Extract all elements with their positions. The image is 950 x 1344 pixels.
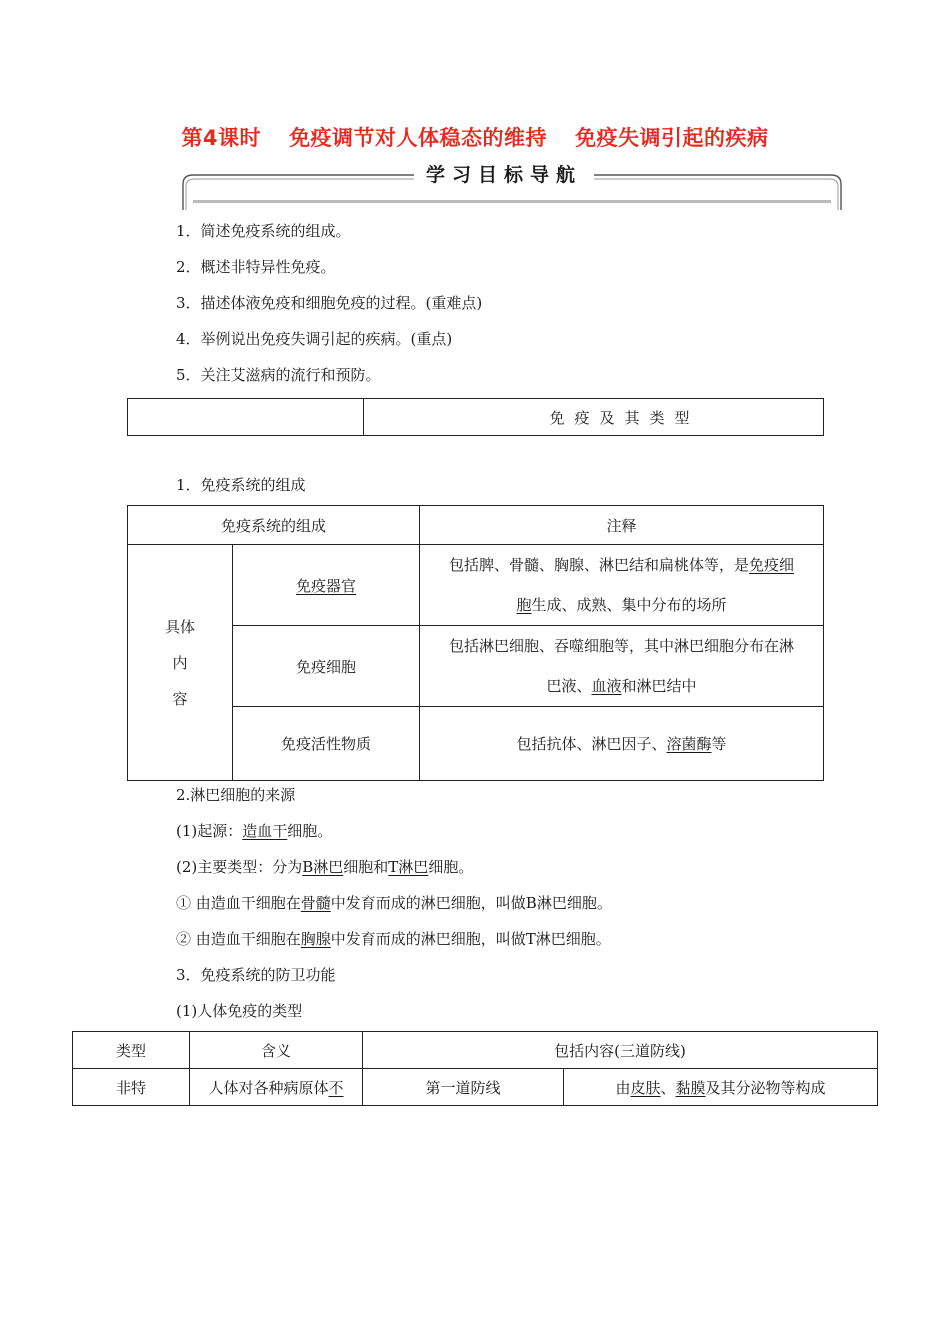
text: ② 由造血干细胞在 [176, 930, 301, 948]
table1-row-name [233, 545, 420, 626]
lesson-number: 第4课时 [181, 126, 262, 150]
text: (2)主要类型：分为 [176, 858, 303, 876]
objectives-list [176, 220, 482, 400]
table2-meaning-cell [190, 1069, 363, 1106]
immune-system-table [127, 505, 824, 781]
table2-content-cell [564, 1069, 878, 1106]
lesson-topic-1: 免疫调节对人体稳态的维持 [289, 126, 548, 150]
group-label-line: 具体 [164, 617, 195, 636]
note-text: 包括淋巴细胞、吞噬细胞等，其中淋巴细胞分布在淋 [448, 637, 794, 655]
table2-header-meaning: 含义 [190, 1032, 363, 1069]
heading-immune-system: 1．免疫系统的组成 [176, 476, 306, 494]
text: 细胞和 [343, 858, 389, 876]
table1-row-note [420, 626, 824, 707]
heading-lymphocyte-source: 2.淋巴细胞的来源 [176, 786, 296, 804]
note-text: 包括脾、骨髓、胸腺、淋巴结和扁桃体等，是 [448, 556, 749, 574]
note-text: 生成、成熟、集中分布的场所 [531, 596, 727, 614]
note-underlined: 免疫细 [749, 556, 795, 574]
table2-header-type: 类型 [73, 1032, 190, 1069]
text: 及其分泌物等构成 [705, 1078, 826, 1097]
underlined-answer: 皮肤 [630, 1078, 661, 1097]
origin-line [176, 820, 332, 841]
t-cell-line [176, 928, 611, 949]
table1-row-note [420, 545, 824, 626]
text: 中发育而成的淋巴细胞，叫做B淋巴细胞。 [330, 894, 612, 912]
underlined-answer: T淋巴 [388, 858, 429, 876]
table1-header-note: 注释 [420, 506, 824, 545]
text: ① 由造血干细胞在 [176, 894, 301, 912]
table1-row-name: 免疫活性物质 [233, 707, 420, 781]
note-text: 巴液、 [546, 677, 592, 695]
banner-title: 学习目标导航 [414, 160, 594, 190]
section-header-title: 免疫及其类型 [364, 399, 824, 436]
note-underlined: 胞 [516, 596, 532, 614]
underlined-answer: 骨髓 [300, 894, 331, 912]
objective-item: 2．概述非特异性免疫。 [176, 258, 336, 276]
table1-header-composition: 免疫系统的组成 [128, 506, 420, 545]
immune-organ-label: 免疫器官 [295, 576, 356, 595]
heading-defense-function: 3．免疫系统的防卫功能 [176, 966, 336, 984]
types-line [176, 856, 473, 877]
text: 细胞。 [428, 858, 474, 876]
group-label-line: 内 [172, 653, 188, 672]
immunity-types-table [72, 1031, 878, 1106]
section-header-left [128, 399, 364, 436]
text: 人体对各种病原体 [208, 1078, 329, 1097]
table2-defense-line-cell: 第一道防线 [363, 1069, 564, 1106]
table2-type-cell: 非特 [73, 1069, 190, 1106]
note-text: 等 [711, 735, 727, 753]
underlined-answer: 不 [328, 1078, 344, 1097]
table2-header-content: 包括内容(三道防线) [363, 1032, 878, 1069]
note-text: 包括抗体、淋巴因子、 [516, 735, 667, 753]
objective-item: 5．关注艾滋病的流行和预防。 [176, 366, 381, 384]
text: (1)起源： [176, 822, 243, 840]
underlined-answer: 造血干 [242, 822, 288, 840]
underlined-answer: 胸腺 [300, 930, 331, 948]
lesson-title [0, 122, 950, 152]
text: 、 [660, 1078, 676, 1097]
section-header-table [127, 398, 824, 436]
learning-goals-banner [181, 160, 843, 212]
objective-item: 3．描述体液免疫和细胞免疫的过程。(重难点) [176, 294, 483, 312]
note-underlined: 溶菌酶 [666, 735, 712, 753]
note-underlined: 血液 [591, 677, 622, 695]
table1-row-note [420, 707, 824, 781]
objective-item: 4．举例说出免疫失调引起的疾病。(重点) [176, 330, 453, 348]
table1-row-name: 免疫细胞 [233, 626, 420, 707]
objective-item: 1．简述免疫系统的组成。 [176, 222, 351, 240]
subheading-immunity-types: (1)人体免疫的类型 [176, 1002, 303, 1020]
text: 中发育而成的淋巴细胞，叫做T淋巴细胞。 [330, 930, 611, 948]
text: 由 [615, 1078, 631, 1097]
b-cell-line [176, 892, 612, 913]
table1-group-label [128, 545, 233, 781]
underlined-answer: B淋巴 [302, 858, 344, 876]
underlined-answer: 黏膜 [675, 1078, 706, 1097]
group-label-line: 容 [172, 689, 188, 708]
lesson-topic-2: 免疫失调引起的疾病 [575, 126, 769, 150]
note-text: 和淋巴结中 [621, 677, 697, 695]
text: 细胞。 [287, 822, 333, 840]
